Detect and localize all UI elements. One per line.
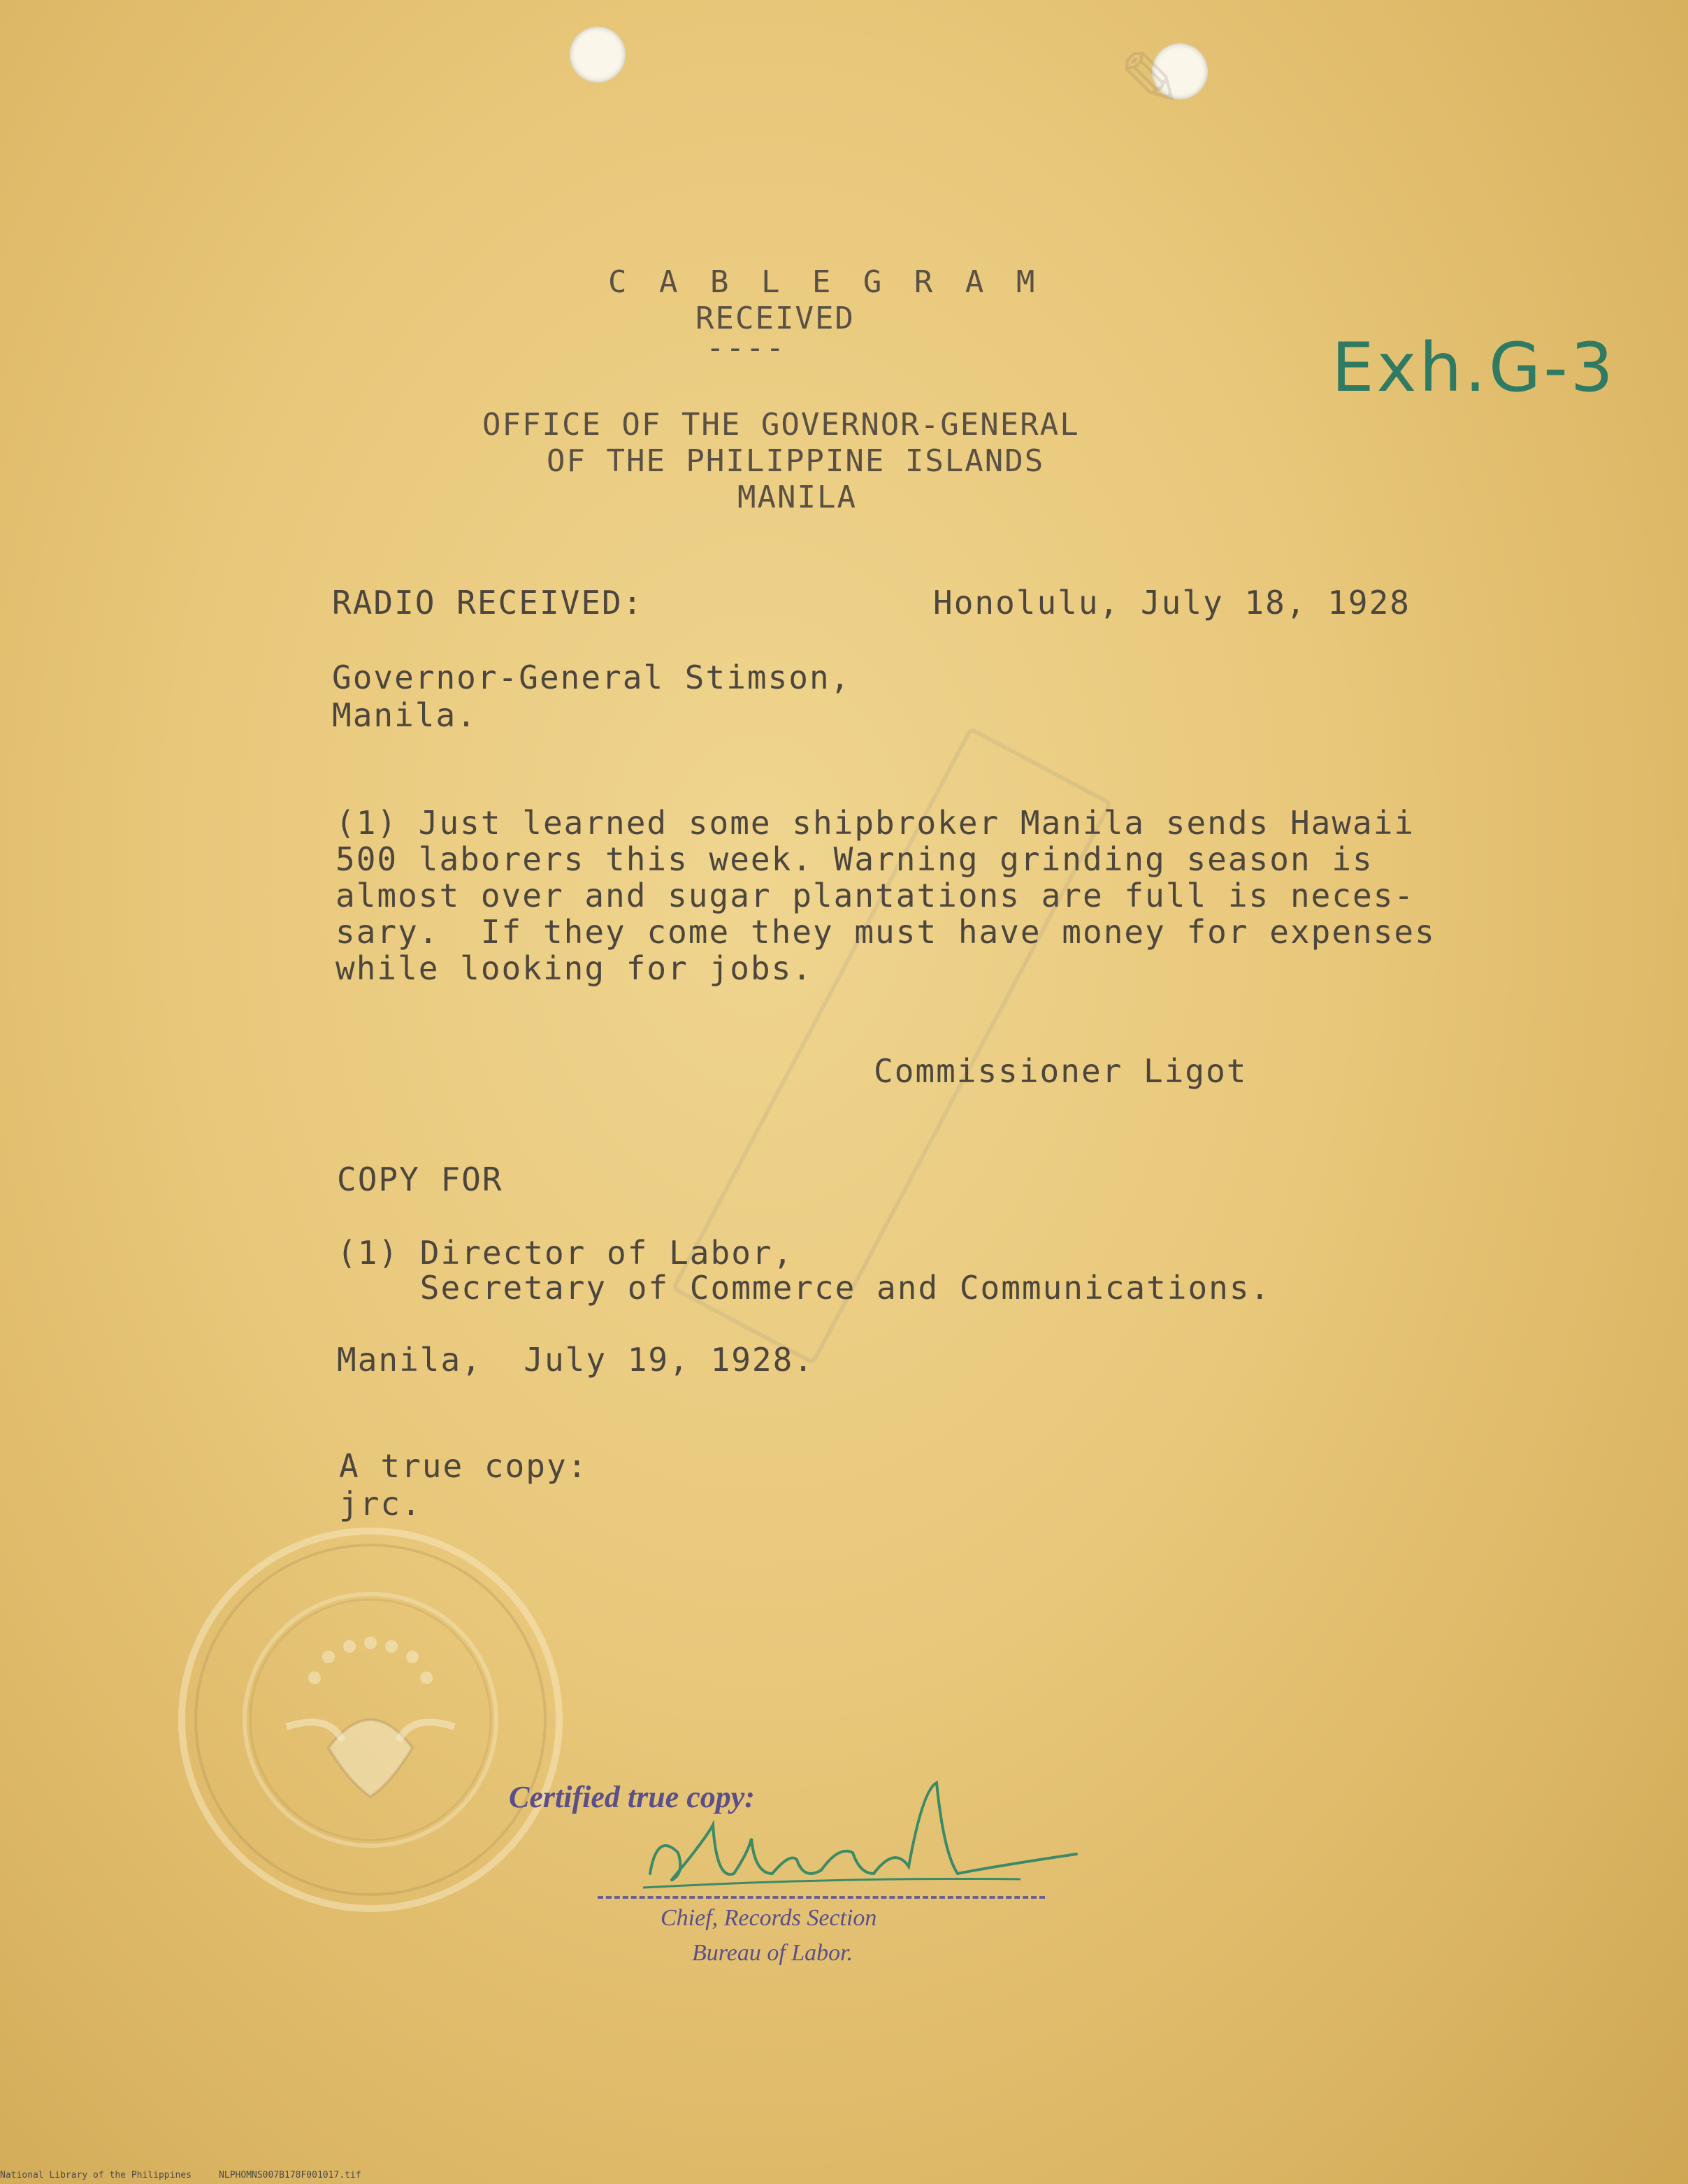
punch-hole-left — [570, 27, 626, 82]
faint-pencil-mark: ✎ — [1118, 35, 1183, 124]
message-line-2: 500 laborers this week. Warning grinding season is — [336, 840, 1373, 878]
certified-true-copy-stamp: Certified true copy: — [509, 1780, 755, 1814]
message-line-4: sary. If they come they must have money for expenses — [336, 913, 1436, 951]
signature — [629, 1769, 1104, 1902]
office-line-1: OFFICE OF THE GOVERNOR-GENERAL — [482, 407, 1080, 443]
signer-office: Bureau of Labor. — [692, 1940, 853, 1966]
cablegram-title: C A B L E G R A M — [608, 264, 1042, 300]
radio-received-label: RADIO RECEIVED: — [332, 584, 644, 622]
header-divider: ---- — [706, 330, 786, 366]
addressee-name: Governor-General Stimson, — [332, 659, 851, 696]
office-line-3: MANILA — [737, 480, 857, 515]
signer-title: Chief, Records Section — [661, 1905, 877, 1931]
addressee-city: Manila. — [332, 696, 477, 734]
exhibit-label: Exh.G-3 — [1332, 329, 1616, 407]
received-title: RECEIVED — [695, 301, 855, 336]
signature-line — [598, 1896, 1045, 1899]
true-copy-line-1: A true copy: — [339, 1447, 589, 1485]
message-line-5: while looking for jobs. — [336, 949, 813, 987]
office-line-2: OF THE PHILIPPINE ISLANDS — [547, 443, 1045, 479]
message-line-1: (1) Just learned some shipbroker Manila sends Hawaii — [336, 804, 1415, 842]
embossed-seal — [168, 1517, 573, 1923]
archive-footer: National Library of the Philippines NLPHOMNS007B178F001017.tif — [0, 2170, 361, 2181]
copy-for-label: COPY FOR — [337, 1161, 503, 1198]
true-copy-initials: jrc. — [339, 1485, 422, 1523]
copy-for-line-2: Secretary of Commerce and Communications. — [337, 1269, 1271, 1307]
message-line-3: almost over and sugar plantations are full is neces- — [336, 877, 1415, 914]
radio-place-date: Honolulu, July 18, 1928 — [933, 584, 1411, 622]
copy-for-line-1: (1) Director of Labor, — [337, 1234, 794, 1272]
sender-name: Commissioner Ligot — [874, 1052, 1248, 1090]
issue-date: Manila, July 19, 1928. — [337, 1341, 814, 1379]
